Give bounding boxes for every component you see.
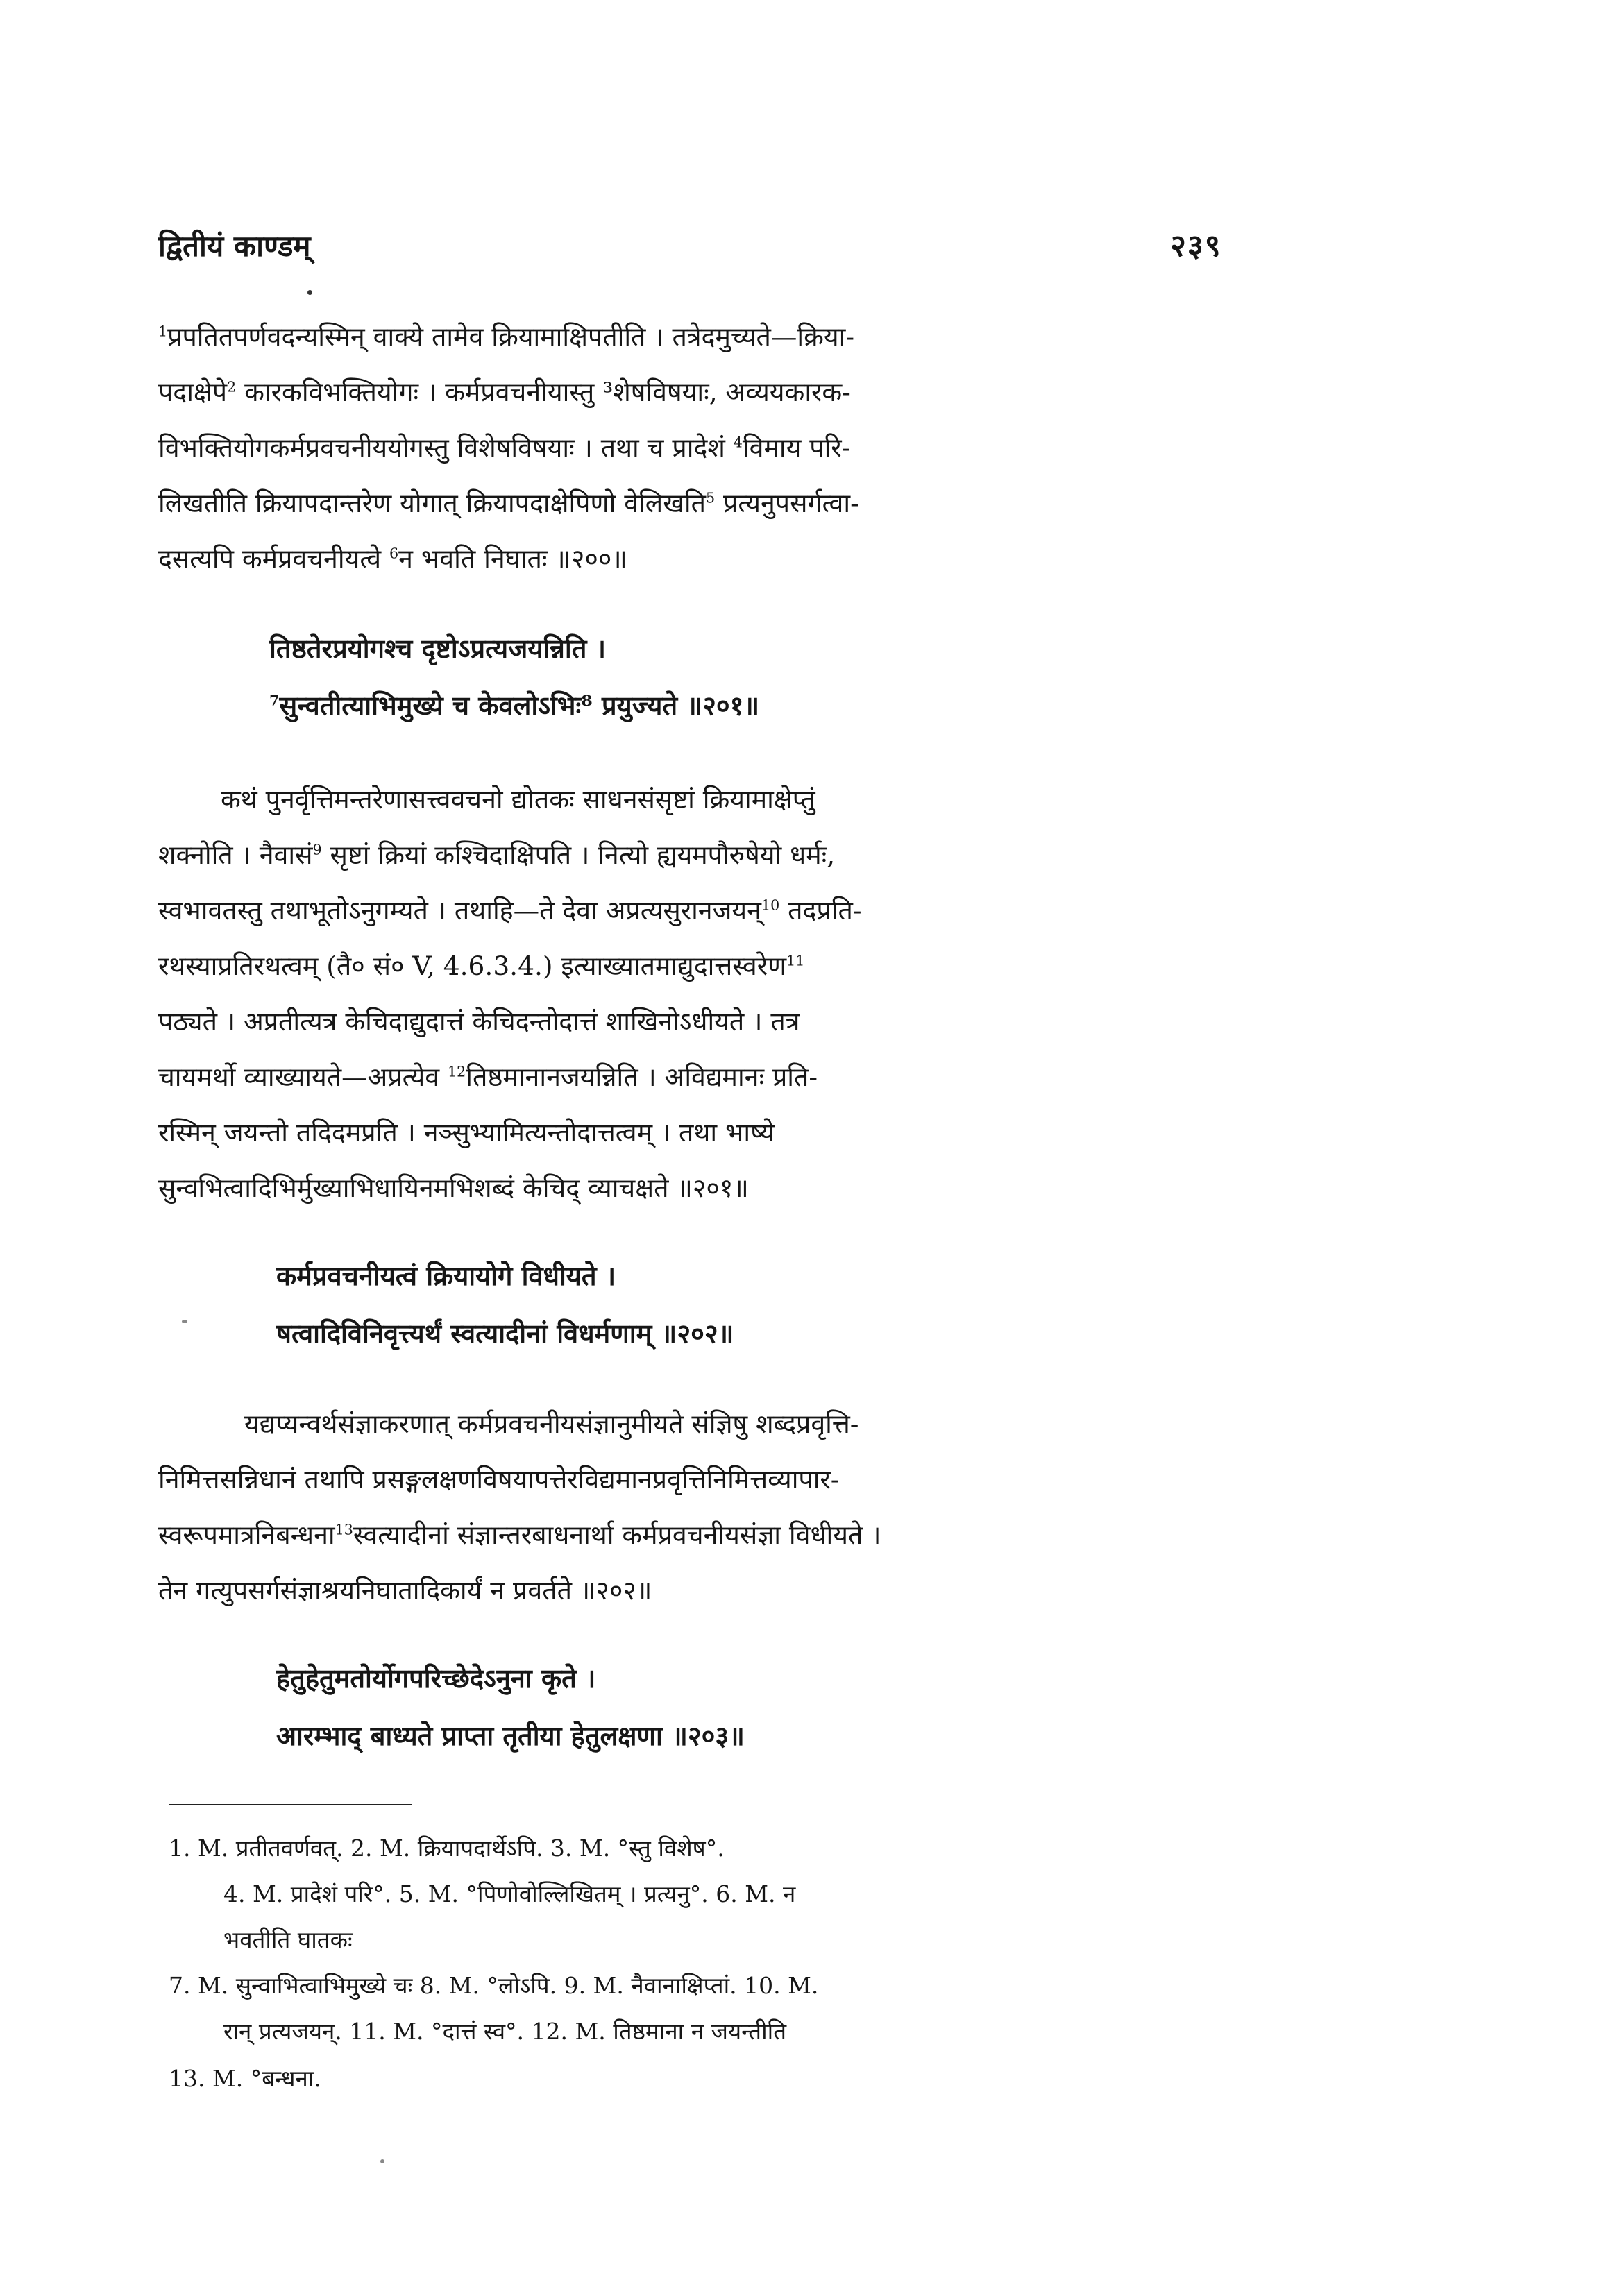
footnote-line: 1. M. प्रतीतवर्णवत्. 2. M. क्रियापदार्थेऽपि. 3. M. °स्तु विशेष°. (169, 1835, 725, 1862)
verse-line: हेतुहेतुमतोर्योगपरिच्छेदेऽनुना कृते । (276, 1663, 596, 1694)
verse-line: कर्मप्रवचनीयत्वं क्रियायोगे विधीयते । (276, 1260, 616, 1291)
text-line: रस्मिन् जयन्तो तदिदमप्रति । नञ्सुभ्यामित्यन्तोदात्तत्वम् । तथा भाष्ये (158, 1117, 775, 1148)
footnote-line: 13. M. °बन्धना. (169, 2065, 321, 2092)
page-number: २३९ (1170, 228, 1222, 264)
scan-speck (380, 2159, 384, 2163)
verse-line: षत्वादिविनिवृत्त्यर्थं स्वत्यादीनां विधर्मणाम् ॥२०२॥ (276, 1318, 734, 1349)
text-line: पदाक्षेपे$^2$ कारकविभक्तियोगः । कर्मप्रवचनीयास्तु ³शेषविषयाः, अव्ययकारक- (158, 377, 851, 407)
text-line: विभक्तियोगकर्मप्रवचनीययोगस्तु विशेषविषयाः । तथा च प्रादेशं $^4$विमाय परि- (158, 432, 851, 463)
text-line: सुन्वभित्वादिभिर्मुख्याभिधायिनमभिशब्दं केचिद् व्याचक्षते ॥२०१॥ (158, 1173, 749, 1203)
text-line: दसत्यपि कर्मप्रवचनीयत्वे $^6$न भवति निघातः ॥२००॥ (158, 543, 627, 574)
footnote-rule (169, 1804, 412, 1805)
text-line: स्वभावतस्तु तथाभूतोऽनुगम्यते । तथाहि—ते देवा अप्रत्यसुरानजयन्$^{10}$ तदप्रति- (158, 895, 862, 926)
text-line: कथं पुनर्वृत्तिमन्तरेणासत्त्ववचनो द्योतकः साधनसंसृष्टां क्रियामाक्षेप्तुं (221, 784, 815, 815)
scan-speck (182, 1320, 187, 1323)
footnote-line: 4. M. प्रादेशं परि°. 5. M. °पिणोवोल्लिखितम् । प्रत्यनु°. 6. M. न (223, 1880, 796, 1907)
verse-line: तिष्ठतेरप्रयोगश्च दृष्टोऽप्रत्यजयन्निति । (269, 633, 607, 664)
text-line: रथस्याप्रतिरथत्वम् (तै० सं० V, 4.6.3.4.) इत्याख्यातमाद्युदात्तस्वरेण$^{11}$ (158, 951, 805, 981)
footnote-line: भवतीति घातकः (223, 1926, 353, 1953)
text-line: पठ्यते । अप्रतीत्यत्र केचिदाद्युदात्तं केचिदन्तोदात्तं शाखिनोऽधीयते । तत्र (158, 1006, 800, 1037)
text-line: निमित्तसन्निधानं तथापि प्रसङ्गलक्षणविषयापत्तेरविद्यमानप्रवृत्तिनिमित्तव्यापार- (158, 1464, 840, 1495)
text-line: स्वरूपमात्रनिबन्धना$^{13}$स्वत्यादीनां संज्ञान्तरबाधनार्था कर्मप्रवचनीयसंज्ञा विधीयते । (158, 1520, 881, 1550)
text-line: लिखतीति क्रियापदान्तरेण योगात् क्रियापदाक्षेपिणो वेलिखति$^5$ प्रत्यनुपसर्गत्वा- (158, 488, 859, 518)
running-header-title: द्वितीयं काण्डम् (158, 229, 311, 263)
verse-line: आरम्भाद् बाध्यते प्राप्ता तृतीया हेतुलक्षणा ॥२०३॥ (276, 1720, 745, 1751)
text-line: चायमर्थो व्याख्यायते—अप्रत्येव $^{12}$तिष्ठमानानजयन्निति । अविद्यमानः प्रति- (158, 1062, 818, 1092)
footnote-line: रान् प्रत्यजयन्. 11. M. °दात्तं स्व°. 12. M. तिष्ठमाना न जयन्तीति (223, 2018, 786, 2045)
footnote-line: 7. M. सुन्वाभित्वाभिमुख्ये चः 8. M. °लोऽपि. 9. M. नैवानाक्षिप्तां. 10. M. (169, 1972, 819, 1999)
text-line: यद्यप्यन्वर्थसंज्ञाकरणात् कर्मप्रवचनीयसंज्ञानुमीयते संज्ञिषु शब्दप्रवृत्ति- (244, 1409, 859, 1439)
text-line: $^1$प्रपतितपर्णवदन्यस्मिन् वाक्ये तामेव क्रियामाक्षिपतीति । तत्रेदमुच्यते—क्रिया- (158, 321, 855, 352)
text-line: तेन गत्युपसर्गसंज्ञाश्रयनिघातादिकार्यं न प्रवर्तते ॥२०२॥ (158, 1575, 652, 1606)
text-line: शक्नोति । नैवासं$^9$ सृष्टां क्रियां कश्चिदाक्षिपति । नित्यो ह्ययमपौरुषेयो धर्मः, (158, 840, 836, 870)
stray-mark (307, 290, 312, 295)
verse-line: $^7$सुन्वतीत्याभिमुख्ये च केवलोऽभिः⁸ प्रयुज्यते ॥२०१॥ (269, 690, 760, 721)
